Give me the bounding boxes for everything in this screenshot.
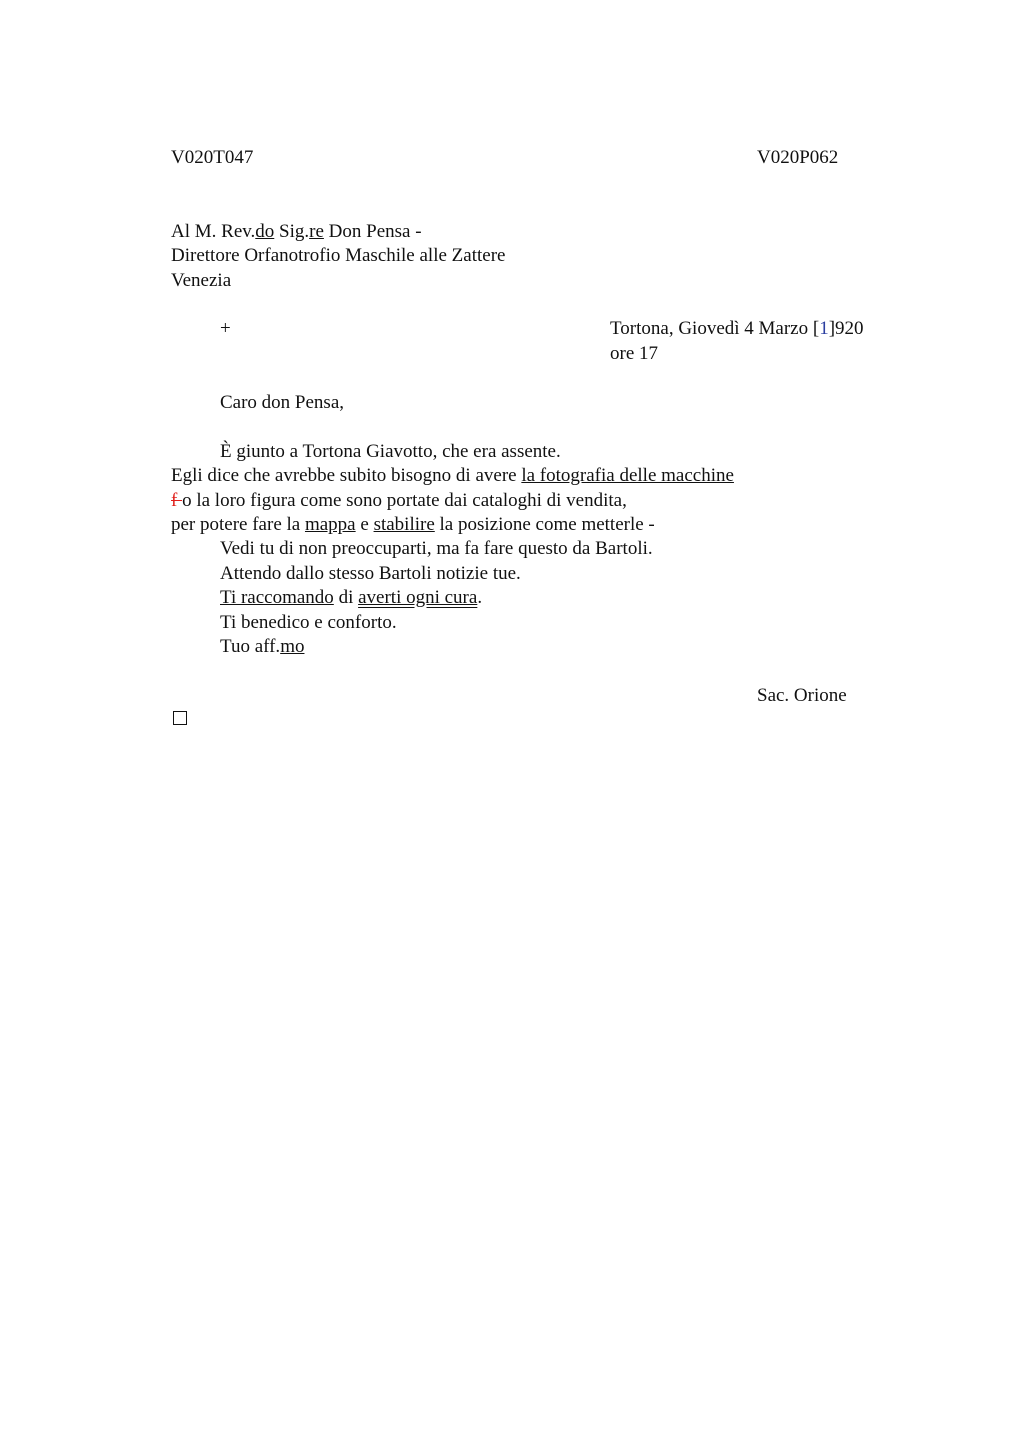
struck-correction: f — [171, 490, 183, 511]
body-line-6: Attendo dallo stesso Bartoli notizie tue. — [220, 563, 521, 584]
body-line-8: Ti benedico e conforto. — [220, 612, 397, 633]
address-line-2: Direttore Orfanotrofio Maschile alle Zattere — [171, 245, 506, 266]
end-box-icon — [173, 711, 187, 725]
body-line-2: Egli dice che avrebbe subito bisogno di avere la fotografia delle macchine — [171, 465, 734, 486]
body-line-5: Vedi tu di non preoccuparti, ma fa fare questo da Bartoli. — [220, 538, 653, 559]
archive-code-left: V020T047 — [171, 147, 254, 168]
archive-code-right: V020P062 — [757, 147, 839, 168]
body-line-3: f o la loro figura come sono portate dai cataloghi di vendita, — [171, 490, 627, 511]
address-line-3: Venezia — [171, 270, 232, 291]
time-line: ore 17 — [610, 343, 659, 364]
closing-line: Tuo aff.mo — [220, 636, 305, 657]
address-line-1: Al M. Rev.do Sig.re Don Pensa - — [171, 221, 422, 242]
signature: Sac. Orione — [757, 685, 847, 706]
place-date: Tortona, Giovedì 4 Marzo [1]920 — [610, 318, 864, 339]
salutation: Caro don Pensa, — [220, 392, 345, 413]
cross-symbol: + — [220, 318, 231, 339]
body-line-4: per potere fare la mappa e stabilire la posizione come metterle - — [171, 514, 655, 535]
body-line-7: Ti raccomando di averti ogni cura. — [220, 587, 483, 608]
body-line-1: È giunto a Tortona Giavotto, che era assente. — [220, 441, 561, 462]
